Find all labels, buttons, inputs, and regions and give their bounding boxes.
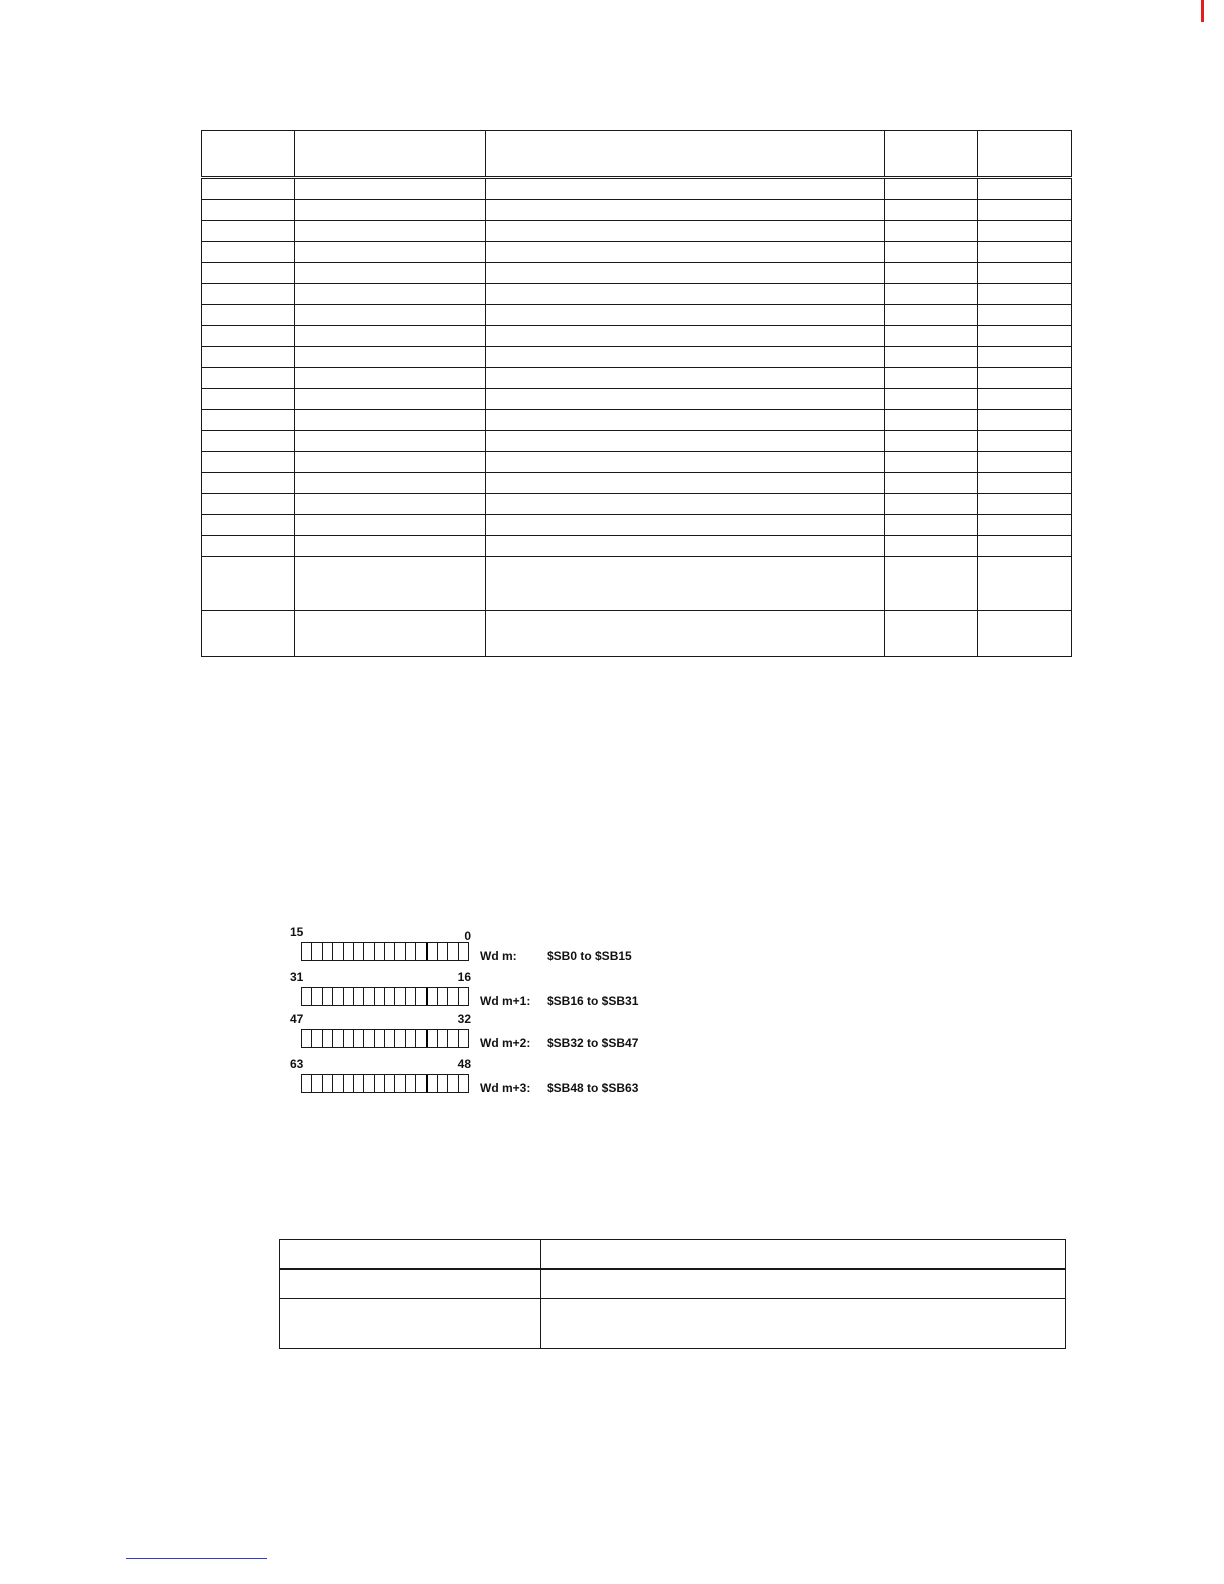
- table-cell: [885, 389, 978, 410]
- table-cell: [885, 611, 978, 657]
- table-cell: [486, 368, 885, 389]
- table-cell: [978, 611, 1072, 657]
- bit-field-box: [301, 1029, 469, 1048]
- word-row: [290, 970, 660, 1010]
- table-cell: [978, 473, 1072, 494]
- word-range: $SB32 to $SB47: [547, 1036, 639, 1050]
- footer-link-underline[interactable]: [126, 1558, 267, 1559]
- word-range: $SB48 to $SB63: [547, 1081, 639, 1095]
- table-row: [202, 178, 1072, 200]
- table-cell: [885, 494, 978, 515]
- header-cell: [885, 131, 978, 178]
- table-cell: [486, 263, 885, 284]
- bit-low-label: 32: [457, 1012, 471, 1026]
- word-label: Wd m+2:: [480, 1036, 531, 1050]
- table-cell: [486, 326, 885, 347]
- table-cell: [280, 1299, 541, 1349]
- table-cell: [978, 515, 1072, 536]
- table-row: [202, 284, 1072, 305]
- word-label: Wd m+1:: [480, 994, 531, 1008]
- table-cell: [486, 242, 885, 263]
- table-cell: [486, 515, 885, 536]
- table-cell: [885, 221, 978, 242]
- table-cell: [885, 473, 978, 494]
- table-cell: [978, 242, 1072, 263]
- settings-table: [279, 1239, 1066, 1349]
- header-cell: [541, 1240, 1066, 1270]
- table-cell: [486, 611, 885, 657]
- table-cell: [486, 431, 885, 452]
- table-cell: [202, 536, 295, 557]
- table-cell: [885, 536, 978, 557]
- table-row: [202, 452, 1072, 473]
- table-cell: [885, 242, 978, 263]
- table-cell: [486, 473, 885, 494]
- table-cell: [541, 1269, 1066, 1299]
- table-row: [280, 1269, 1066, 1299]
- table-cell: [885, 368, 978, 389]
- table-cell: [885, 515, 978, 536]
- word-label: Wd m:: [480, 949, 517, 963]
- table-cell: [295, 242, 486, 263]
- word-row: [290, 1012, 660, 1052]
- table-cell: [295, 284, 486, 305]
- table-cell: [486, 389, 885, 410]
- table-cell: [202, 284, 295, 305]
- table-row: [202, 611, 1072, 657]
- table-cell: [486, 305, 885, 326]
- table-cell: [486, 557, 885, 611]
- table-row: [202, 347, 1072, 368]
- table-row: [202, 494, 1072, 515]
- header-cell: [202, 131, 295, 178]
- table-cell: [202, 473, 295, 494]
- bit-field-box: [301, 1074, 469, 1093]
- table-cell: [295, 536, 486, 557]
- table-cell: [486, 221, 885, 242]
- table-row: [202, 221, 1072, 242]
- table-cell: [202, 611, 295, 657]
- register-table: [201, 130, 1072, 657]
- table-cell: [541, 1299, 1066, 1349]
- word-range: $SB16 to $SB31: [547, 994, 639, 1008]
- table-cell: [978, 557, 1072, 611]
- table-cell: [202, 178, 295, 200]
- table-cell: [978, 263, 1072, 284]
- table-cell: [978, 410, 1072, 431]
- table-cell: [295, 347, 486, 368]
- table-cell: [978, 305, 1072, 326]
- table-cell: [885, 178, 978, 200]
- table-cell: [486, 410, 885, 431]
- header-cell: [486, 131, 885, 178]
- bit-layout-diagram: [290, 925, 660, 1100]
- table-cell: [295, 473, 486, 494]
- header-cell: [280, 1240, 541, 1270]
- table-cell: [202, 494, 295, 515]
- table-cell: [202, 557, 295, 611]
- table-row: [202, 389, 1072, 410]
- table-cell: [885, 305, 978, 326]
- table-row: [202, 431, 1072, 452]
- word-row: [290, 1057, 660, 1097]
- table-cell: [978, 221, 1072, 242]
- table-cell: [978, 494, 1072, 515]
- table-cell: [486, 178, 885, 200]
- table-cell: [202, 389, 295, 410]
- table-cell: [885, 431, 978, 452]
- edge-marker-bar: [1201, 0, 1204, 22]
- bit-high-label: 47: [290, 1012, 304, 1026]
- table-cell: [978, 536, 1072, 557]
- table-cell: [486, 284, 885, 305]
- table-cell: [295, 221, 486, 242]
- table-row: [202, 368, 1072, 389]
- table-cell: [295, 611, 486, 657]
- table-cell: [885, 326, 978, 347]
- table-cell: [295, 178, 486, 200]
- table-row: [202, 410, 1072, 431]
- table-row: [202, 473, 1072, 494]
- word-label: Wd m+3:: [480, 1081, 531, 1095]
- table-cell: [885, 263, 978, 284]
- table-cell: [486, 347, 885, 368]
- table-cell: [202, 305, 295, 326]
- table-cell: [202, 221, 295, 242]
- word-row: [290, 925, 660, 965]
- bit-field-box: [301, 942, 469, 961]
- bit-low-label: 0: [464, 929, 471, 943]
- table-cell: [885, 347, 978, 368]
- table-cell: [295, 389, 486, 410]
- table-cell: [295, 557, 486, 611]
- header-cell: [295, 131, 486, 178]
- bit-high-label: 63: [290, 1057, 304, 1071]
- table-cell: [202, 431, 295, 452]
- table-cell: [486, 452, 885, 473]
- header-cell: [978, 131, 1072, 178]
- table-cell: [978, 368, 1072, 389]
- table-cell: [202, 515, 295, 536]
- table-cell: [486, 536, 885, 557]
- table-cell: [295, 494, 486, 515]
- table-row: [202, 305, 1072, 326]
- table-cell: [295, 326, 486, 347]
- table-row: [202, 515, 1072, 536]
- bit-low-label: 16: [457, 970, 471, 984]
- table-cell: [202, 410, 295, 431]
- table-cell: [885, 557, 978, 611]
- bit-field-box: [301, 987, 469, 1006]
- table-cell: [280, 1269, 541, 1299]
- word-range: $SB0 to $SB15: [547, 949, 632, 963]
- table-row: [202, 557, 1072, 611]
- table-cell: [978, 284, 1072, 305]
- table-cell: [295, 305, 486, 326]
- table-row: [202, 242, 1072, 263]
- table-cell: [295, 410, 486, 431]
- table-cell: [978, 347, 1072, 368]
- bit-high-label: 31: [290, 970, 304, 984]
- table-cell: [202, 452, 295, 473]
- table-cell: [978, 178, 1072, 200]
- table-row: [280, 1299, 1066, 1349]
- table-cell: [885, 452, 978, 473]
- table-cell: [202, 263, 295, 284]
- table-cell: [978, 326, 1072, 347]
- table-row: [202, 200, 1072, 221]
- bit-high-label: 15: [290, 925, 304, 939]
- table-cell: [295, 263, 486, 284]
- table-cell: [885, 200, 978, 221]
- table-cell: [295, 200, 486, 221]
- table-row: [202, 536, 1072, 557]
- table-cell: [295, 515, 486, 536]
- table-cell: [486, 494, 885, 515]
- bit-low-label: 48: [457, 1057, 471, 1071]
- table-cell: [202, 347, 295, 368]
- table-cell: [295, 452, 486, 473]
- table-cell: [295, 368, 486, 389]
- table-row: [202, 263, 1072, 284]
- table-header-row: [280, 1240, 1066, 1270]
- table-cell: [202, 326, 295, 347]
- table-cell: [486, 200, 885, 221]
- table-cell: [202, 200, 295, 221]
- table-cell: [978, 200, 1072, 221]
- table-cell: [295, 431, 486, 452]
- table-cell: [978, 452, 1072, 473]
- table-cell: [202, 242, 295, 263]
- table-cell: [978, 389, 1072, 410]
- table-cell: [885, 284, 978, 305]
- table-row: [202, 326, 1072, 347]
- table-cell: [885, 410, 978, 431]
- table-cell: [978, 431, 1072, 452]
- table-header-row: [202, 131, 1072, 178]
- table-cell: [202, 368, 295, 389]
